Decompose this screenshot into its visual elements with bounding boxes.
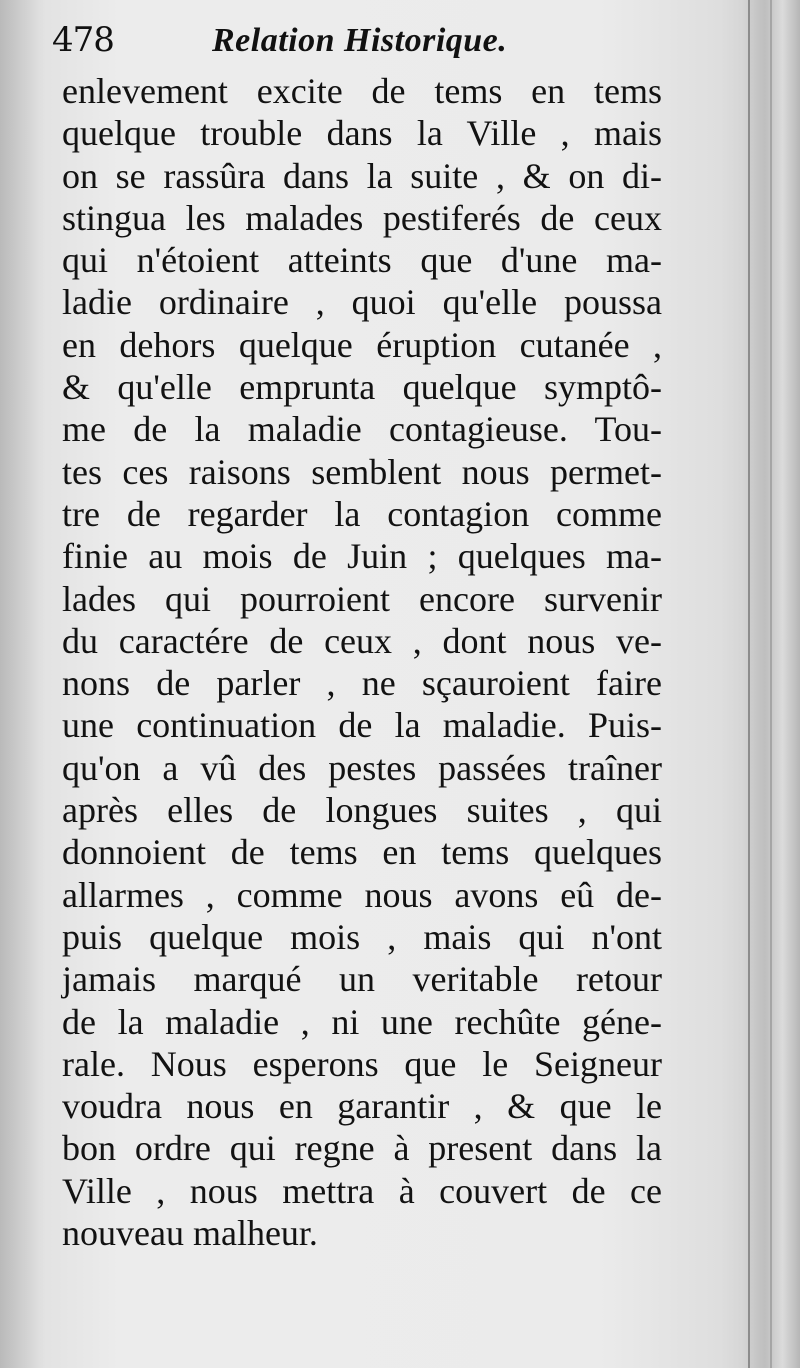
text-line: après elles de longues suites , qui [62, 790, 662, 831]
text-line: en dehors quelque éruption cutanée , [62, 324, 662, 365]
text-line: donnoient de tems en tems quelques [62, 832, 662, 873]
gutter-shadow [0, 0, 46, 1368]
text-line: bon ordre qui regne à present dans la [62, 1128, 662, 1169]
text-line: on se rassûra dans la suite , & on di- [62, 155, 662, 196]
text-line: qu'on a vû des pestes passées traîner [62, 747, 662, 788]
text-line: une continuation de la maladie. Puis- [62, 705, 662, 746]
text-line: & qu'elle emprunta quelque symptô- [62, 367, 662, 408]
page-number: 478 [52, 20, 114, 60]
text-line: quelque trouble dans la Ville , mais [62, 113, 662, 154]
text-line: nouveau malheur. [62, 1213, 318, 1254]
text-line: jamais marqué un veritable retour [62, 959, 662, 1000]
page-edge-line [770, 0, 772, 1368]
text-line: tre de regarder la contagion comme [62, 493, 662, 534]
page-header [52, 16, 652, 72]
text-line: finie au mois de Juin ; quelques ma- [62, 536, 662, 577]
body-text [62, 70, 662, 1254]
text-line: nons de parler , ne sçauroient faire [62, 663, 662, 704]
text-line: tes ces raisons semblent nous permet- [62, 451, 662, 492]
page-edge-line [748, 0, 750, 1368]
text-line: allarmes , comme nous avons eû de- [62, 874, 662, 915]
text-line: enlevement excite de tems en tems [62, 71, 662, 111]
text-line: me de la maladie contagieuse. Tou- [62, 409, 662, 450]
text-line: qui n'étoient atteints que d'une ma- [62, 240, 662, 281]
text-line: du caractére de ceux , dont nous ve- [62, 620, 662, 661]
text-line: puis quelque mois , mais qui n'ont [62, 916, 662, 957]
text-line: ladie ordinaire , quoi qu'elle poussa [62, 282, 662, 323]
text-line: rale. Nous esperons que le Seigneur [62, 1043, 662, 1084]
text-line: de la maladie , ni une rechûte géne- [62, 1001, 662, 1042]
text-line: lades qui pourroient encore survenir [62, 578, 662, 619]
text-line: Ville , nous mettra à couvert de ce [62, 1170, 662, 1211]
running-title: Relation Historique. [212, 22, 508, 59]
text-line: voudra nous en garantir , & que le [62, 1086, 662, 1127]
text-line: stingua les malades pestiferés de ceux [62, 197, 662, 238]
